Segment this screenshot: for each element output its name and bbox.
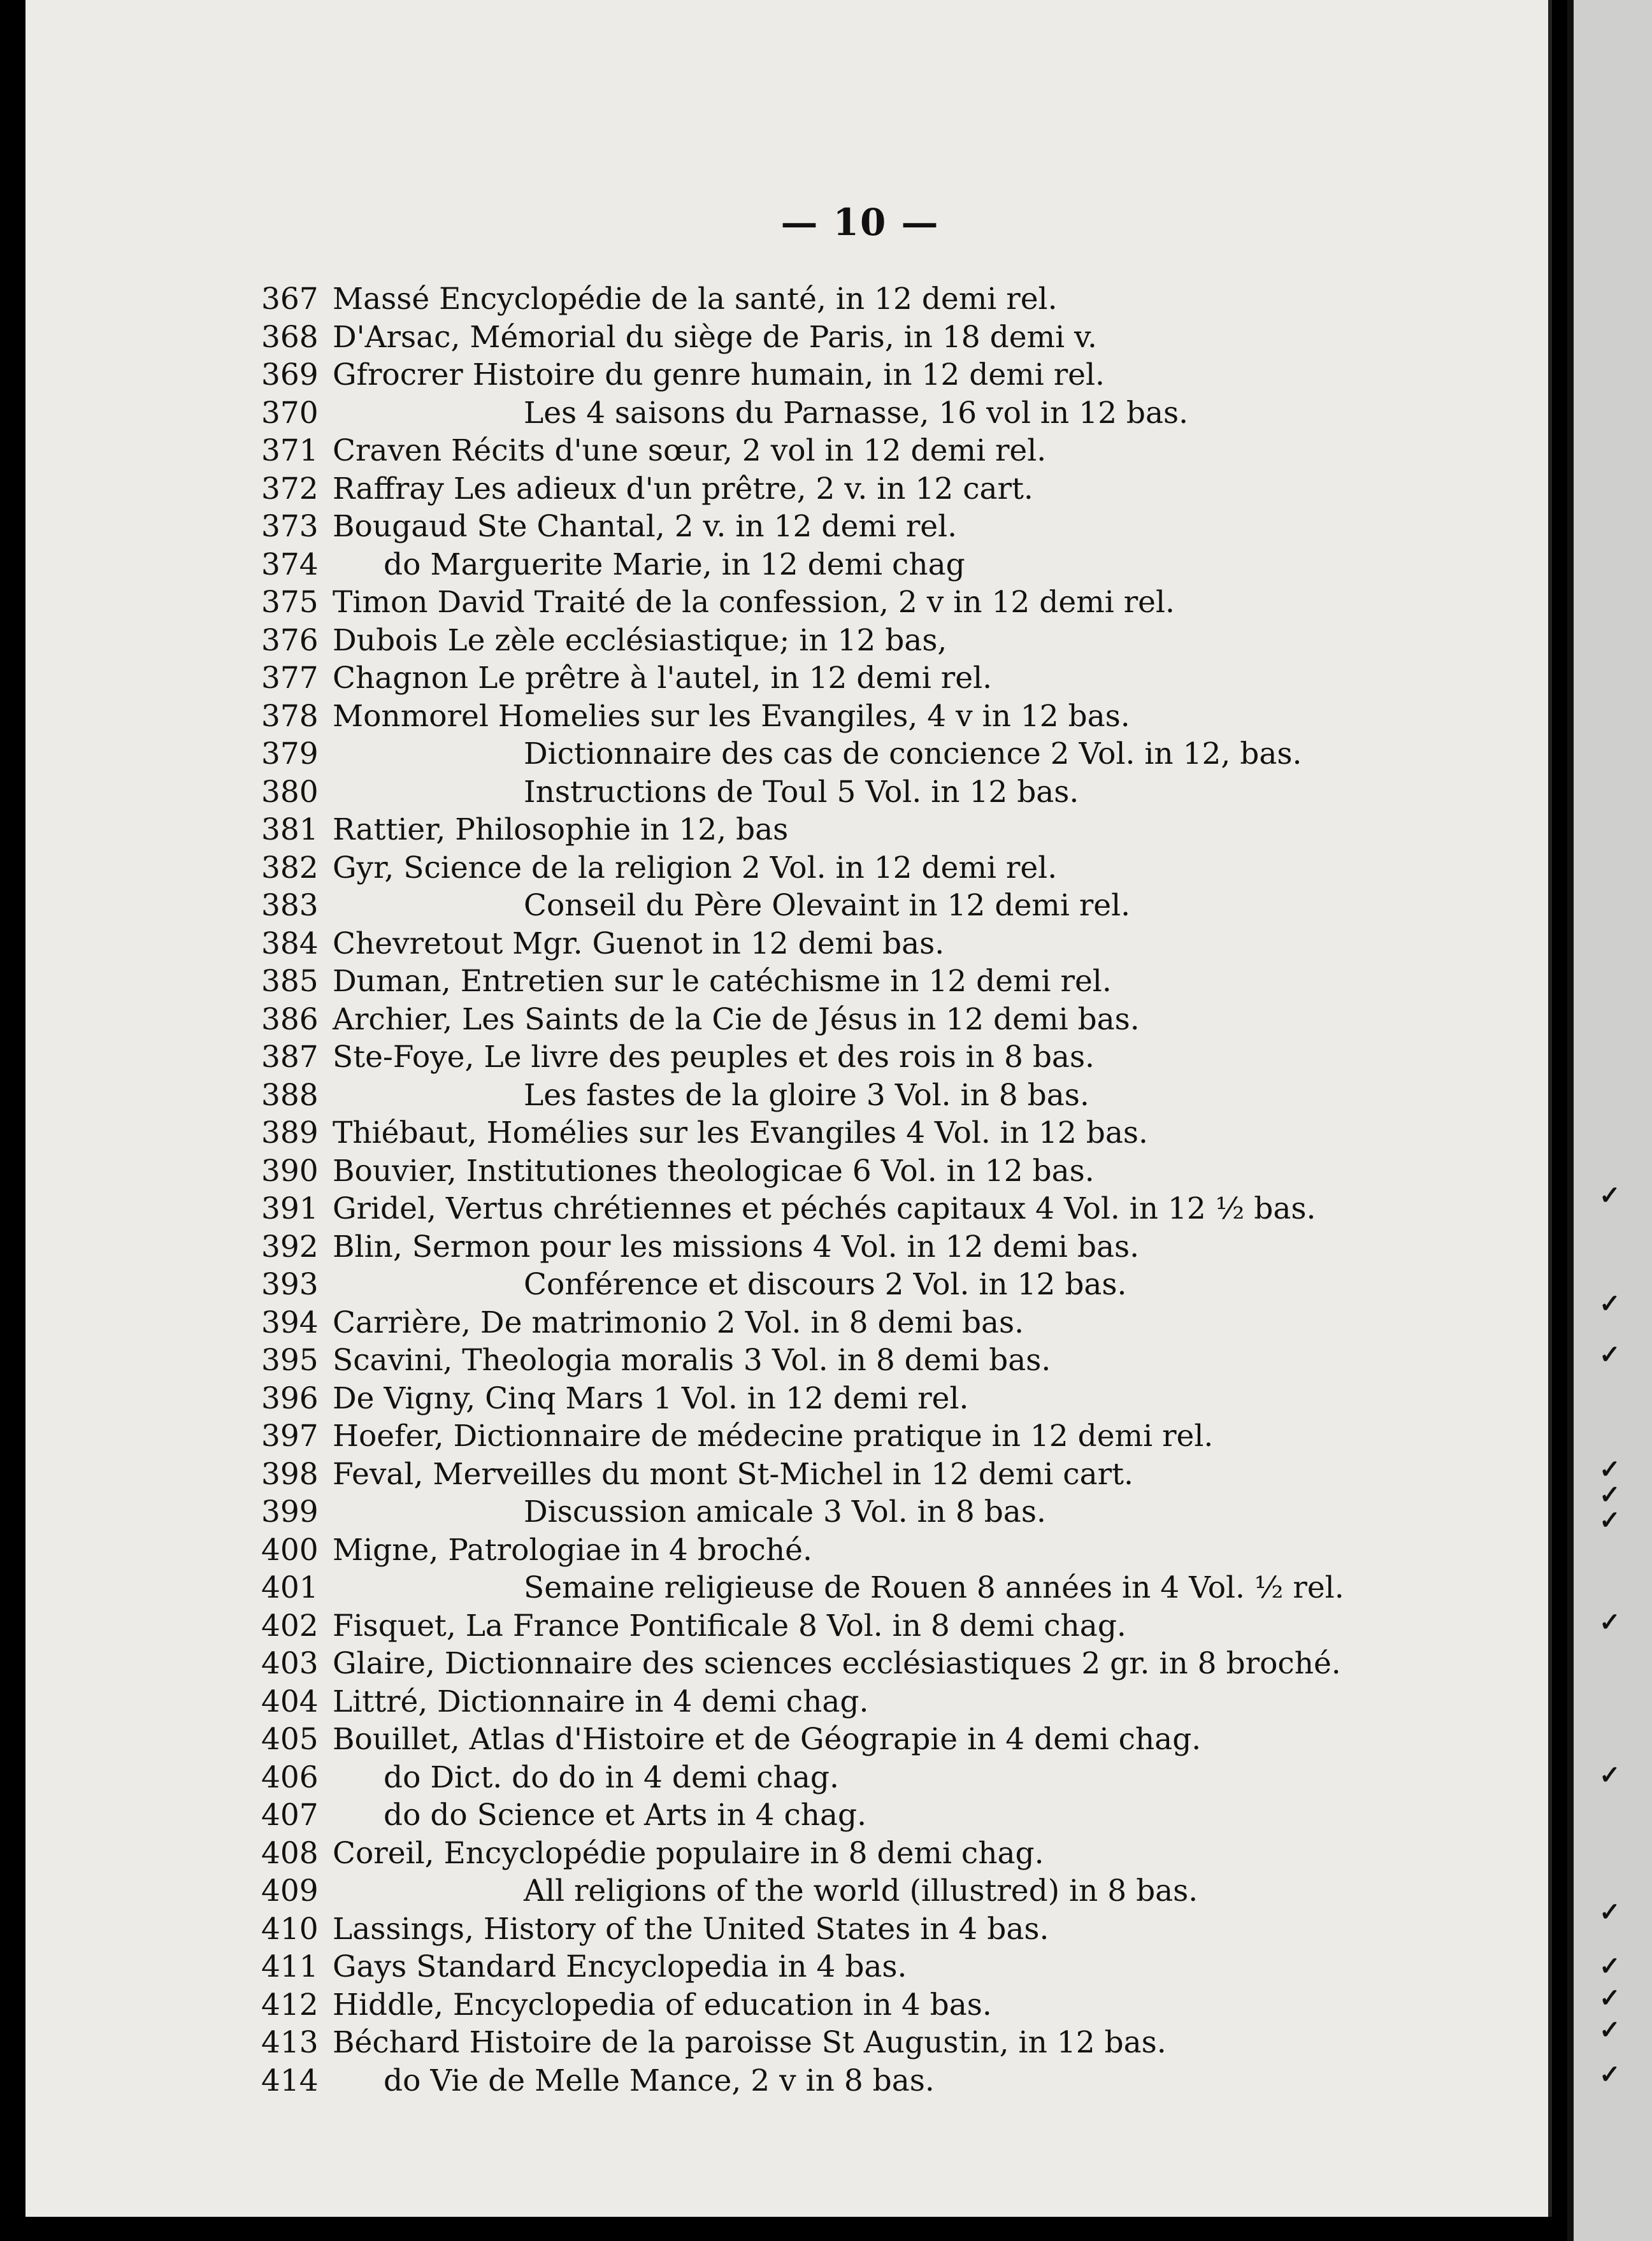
check-mark-icon: ✓ (1599, 1180, 1621, 1210)
catalog-entry (261, 1493, 1472, 1531)
entry-number: 374 (261, 547, 319, 582)
entry-text: Dictionnaire des cas de concience 2 Vol. in 12, bas. (524, 736, 1302, 771)
entry-text: do Marguerite Marie, in 12 demi chag (384, 547, 965, 582)
page-number: — 10 — (780, 201, 940, 244)
entry-text: Migne, Patrologiae in 4 broché. (333, 1532, 812, 1568)
entry-text: Craven Récits d'une sœur, 2 vol in 12 demi rel. (333, 433, 1047, 468)
entry-number: 413 (261, 2025, 319, 2060)
entry-text: Bouvier, Institutiones theologicae 6 Vol. in 12 bas. (333, 1153, 1095, 1189)
entry-number: 392 (261, 1229, 319, 1264)
entry-text: Gfrocrer Histoire du genre humain, in 12 demi rel. (333, 357, 1105, 392)
catalog-entry (261, 1948, 1472, 1986)
entry-text: Duman, Entretien sur le catéchisme in 12 demi rel. (333, 964, 1112, 999)
entry-number: 387 (261, 1040, 319, 1075)
catalog-entry (261, 1001, 1472, 1039)
catalog-entry (261, 963, 1472, 1001)
entry-number: 394 (261, 1305, 319, 1340)
catalog-entry (261, 470, 1472, 508)
catalog-entry (261, 1266, 1472, 1304)
entry-number: 393 (261, 1267, 319, 1302)
check-mark-icon: ✓ (1599, 1454, 1621, 1484)
entry-number: 372 (261, 471, 319, 506)
entry-number: 382 (261, 850, 319, 885)
entry-list (261, 280, 1472, 2100)
catalog-entry (261, 280, 1472, 319)
catalog-entry (261, 1304, 1472, 1342)
catalog-entry (261, 1152, 1472, 1191)
entry-text: Conseil du Père Olevaint in 12 demi rel. (524, 888, 1131, 923)
entry-text: Feval, Merveilles du mont St-Michel in 12 demi cart. (333, 1456, 1133, 1492)
entry-number: 371 (261, 433, 319, 468)
entry-text: Bougaud Ste Chantal, 2 v. in 12 demi rel. (333, 509, 958, 544)
catalog-entry (261, 508, 1472, 546)
entry-number: 398 (261, 1456, 319, 1492)
entry-number: 370 (261, 395, 319, 431)
entry-text: Les 4 saisons du Parnasse, 16 vol in 12 bas. (524, 395, 1189, 431)
entry-text: Les fastes de la gloire 3 Vol. in 8 bas. (524, 1077, 1089, 1113)
catalog-entry (261, 1683, 1472, 1721)
catalog-entry (261, 925, 1472, 963)
entry-text: Monmorel Homelies sur les Evangiles, 4 v in 12 bas. (333, 698, 1130, 734)
catalog-entry (261, 1228, 1472, 1266)
catalog-entry (261, 811, 1472, 849)
entry-number: 405 (261, 1722, 319, 1757)
entry-number: 396 (261, 1380, 319, 1416)
catalog-entry (261, 2062, 1472, 2100)
entry-number: 390 (261, 1153, 319, 1189)
entry-number: 399 (261, 1494, 319, 1529)
margin-check-marks (1593, 0, 1652, 2241)
entry-text: Discussion amicale 3 Vol. in 8 bas. (524, 1494, 1046, 1529)
catalog-entry (261, 1721, 1472, 1759)
entry-number: 378 (261, 698, 319, 734)
entry-number: 380 (261, 774, 319, 810)
entry-text: Gyr, Science de la religion 2 Vol. in 12 demi rel. (333, 850, 1058, 885)
entry-number: 410 (261, 1911, 319, 1947)
catalog-entry (261, 1190, 1472, 1228)
entry-number: 397 (261, 1419, 319, 1454)
catalog-entry (261, 1342, 1472, 1380)
entry-number: 379 (261, 736, 319, 771)
catalog-entry (261, 735, 1472, 773)
entry-number: 384 (261, 926, 319, 961)
entry-number: 402 (261, 1608, 319, 1643)
entry-number: 376 (261, 622, 319, 658)
entry-number: 403 (261, 1646, 319, 1681)
entry-number: 412 (261, 1987, 319, 2023)
entry-text: Chevretout Mgr. Guenot in 12 demi bas. (333, 926, 945, 961)
catalog-entry (261, 887, 1472, 925)
entry-text: Hiddle, Encyclopedia of education in 4 bas. (333, 1987, 992, 2023)
entry-text: Massé Encyclopédie de la santé, in 12 demi rel. (333, 282, 1058, 317)
catalog-entry (261, 1645, 1472, 1683)
entry-number: 401 (261, 1570, 319, 1605)
entry-text: Rattier, Philosophie in 12, bas (333, 812, 789, 847)
catalog-entry (261, 622, 1472, 660)
entry-number: 406 (261, 1759, 319, 1795)
entry-number: 368 (261, 319, 319, 355)
catalog-entry (261, 1835, 1472, 1873)
entry-number: 400 (261, 1532, 319, 1568)
catalog-entry (261, 1456, 1472, 1494)
check-mark-icon: ✓ (1599, 1480, 1621, 1510)
check-mark-icon: ✓ (1599, 1951, 1621, 1981)
entry-number: 385 (261, 964, 319, 999)
catalog-entry (261, 1986, 1472, 2024)
entry-text: Blin, Sermon pour les missions 4 Vol. in 12 demi bas. (333, 1229, 1140, 1264)
entry-text: Lassings, History of the United States in 4 bas. (333, 1911, 1049, 1947)
catalog-entry (261, 584, 1472, 622)
entry-text: Scavini, Theologia moralis 3 Vol. in 8 demi bas. (333, 1343, 1051, 1378)
catalog-entry (261, 546, 1472, 584)
catalog-entry (261, 1910, 1472, 1949)
entry-number: 373 (261, 509, 319, 544)
entry-number: 383 (261, 888, 319, 923)
entry-text: Coreil, Encyclopédie populaire in 8 demi chag. (333, 1835, 1044, 1871)
entry-number: 408 (261, 1835, 319, 1871)
entry-number: 375 (261, 585, 319, 620)
catalog-entry (261, 1796, 1472, 1835)
catalog-entry (261, 773, 1472, 812)
check-mark-icon: ✓ (1599, 1505, 1621, 1535)
entry-text: Fisquet, La France Pontificale 8 Vol. in 8 demi chag. (333, 1608, 1126, 1643)
entry-text: Raffray Les adieux d'un prêtre, 2 v. in 12 cart. (333, 471, 1033, 506)
entry-text: Thiébaut, Homélies sur les Evangiles 4 Vol. in 12 bas. (333, 1115, 1148, 1150)
entry-text: Dubois Le zèle ecclésiastique; in 12 bas, (333, 622, 947, 658)
catalog-page (25, 0, 1552, 2217)
catalog-entry (261, 394, 1472, 433)
check-mark-icon: ✓ (1599, 1289, 1621, 1319)
catalog-entry (261, 319, 1472, 357)
entry-number: 377 (261, 661, 319, 696)
catalog-entry (261, 1872, 1472, 1910)
catalog-entry (261, 1038, 1472, 1077)
entry-number: 386 (261, 1001, 319, 1037)
catalog-entry (261, 2024, 1472, 2062)
entry-text: Archier, Les Saints de la Cie de Jésus in 12 demi bas. (333, 1001, 1140, 1037)
check-mark-icon: ✓ (1599, 2015, 1621, 2045)
entry-number: 369 (261, 357, 319, 392)
catalog-entry (261, 698, 1472, 736)
entry-text: Bouillet, Atlas d'Histoire et de Géograpie in 4 demi chag. (333, 1722, 1202, 1757)
entry-number: 381 (261, 812, 319, 847)
entry-text: do Dict. do do in 4 demi chag. (384, 1759, 839, 1795)
catalog-entry (261, 659, 1472, 698)
catalog-entry (261, 1417, 1472, 1456)
entry-text: Conférence et discours 2 Vol. in 12 bas. (524, 1267, 1127, 1302)
entry-number: 388 (261, 1077, 319, 1113)
entry-number: 409 (261, 1873, 319, 1908)
entry-text: do do Science et Arts in 4 chag. (384, 1798, 867, 1833)
entry-text: Glaire, Dictionnaire des sciences ecclésiastiques 2 gr. in 8 broché. (333, 1646, 1341, 1681)
catalog-entry (261, 849, 1472, 887)
entry-number: 411 (261, 1949, 319, 1984)
entry-text: Chagnon Le prêtre à l'autel, in 12 demi rel. (333, 661, 993, 696)
entry-text: Carrière, De matrimonio 2 Vol. in 8 demi bas. (333, 1305, 1024, 1340)
check-mark-icon: ✓ (1599, 1340, 1621, 1370)
entry-text: Gays Standard Encyclopedia in 4 bas. (333, 1949, 907, 1984)
entry-text: Ste-Foye, Le livre des peuples et des rois in 8 bas. (333, 1040, 1095, 1075)
catalog-entry (261, 1380, 1472, 1418)
entry-number: 391 (261, 1191, 319, 1226)
catalog-entry (261, 1077, 1472, 1115)
entry-number: 395 (261, 1343, 319, 1378)
catalog-entry (261, 432, 1472, 470)
entry-number: 414 (261, 2063, 319, 2098)
entry-text: Timon David Traité de la confession, 2 v in 12 demi rel. (333, 585, 1175, 620)
entry-text: D'Arsac, Mémorial du siège de Paris, in 18 demi v. (333, 319, 1097, 355)
entry-text: Instructions de Toul 5 Vol. in 12 bas. (524, 774, 1079, 810)
entry-text: Béchard Histoire de la paroisse St Augustin, in 12 bas. (333, 2025, 1167, 2060)
catalog-entry (261, 1569, 1472, 1607)
check-mark-icon: ✓ (1599, 1983, 1621, 2013)
check-mark-icon: ✓ (1599, 2059, 1621, 2089)
entry-text: De Vigny, Cinq Mars 1 Vol. in 12 demi rel. (333, 1380, 969, 1416)
entry-text: All religions of the world (illustred) in 8 bas. (524, 1873, 1198, 1908)
catalog-entry (261, 1607, 1472, 1645)
catalog-entry (261, 1531, 1472, 1570)
catalog-entry (261, 1759, 1472, 1797)
check-mark-icon: ✓ (1599, 1760, 1621, 1790)
entry-number: 404 (261, 1684, 319, 1719)
catalog-entry (261, 1114, 1472, 1152)
entry-text: Gridel, Vertus chrétiennes et péchés capitaux 4 Vol. in 12 ½ bas. (333, 1191, 1316, 1226)
check-mark-icon: ✓ (1599, 1607, 1621, 1637)
check-mark-icon: ✓ (1599, 1897, 1621, 1927)
entry-text: do Vie de Melle Mance, 2 v in 8 bas. (384, 2063, 935, 2098)
entry-text: Littré, Dictionnaire in 4 demi chag. (333, 1684, 869, 1719)
catalog-entry (261, 356, 1472, 394)
entry-number: 389 (261, 1115, 319, 1150)
entry-number: 367 (261, 282, 319, 317)
entry-text: Semaine religieuse de Rouen 8 années in 4 Vol. ½ rel. (524, 1570, 1344, 1605)
entry-text: Hoefer, Dictionnaire de médecine pratique in 12 demi rel. (333, 1419, 1214, 1454)
entry-number: 407 (261, 1798, 319, 1833)
